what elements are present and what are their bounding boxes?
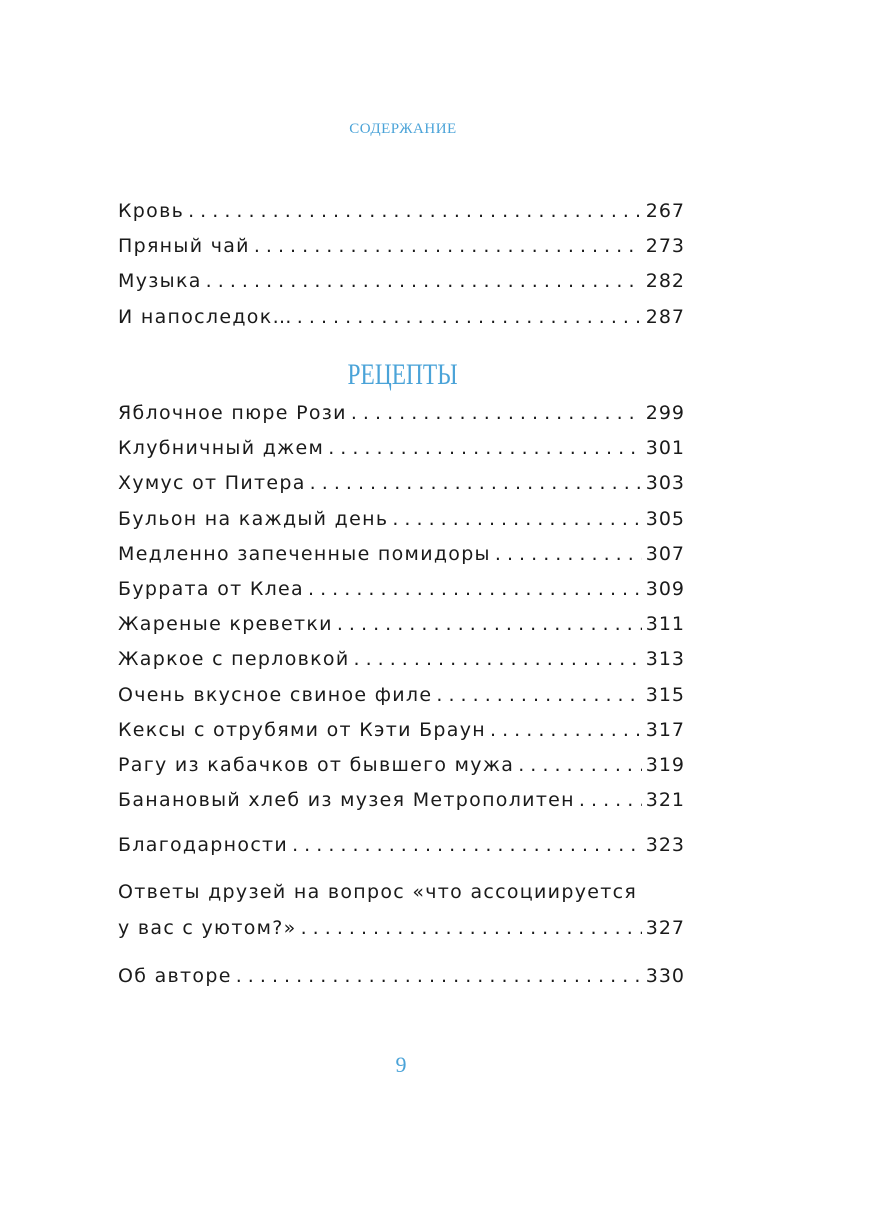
toc-entry-label-line-1: Ответы друзей на вопрос «что ассоциируется	[118, 881, 638, 904]
toc-entry-label: Банановый хлеб из музея Метрополитен	[118, 789, 575, 812]
toc-header: СОДЕРЖАНИЕ	[349, 121, 457, 137]
toc-entry[interactable]	[118, 508, 685, 543]
toc-entry-label: Жареные креветки	[118, 613, 333, 636]
toc-entry[interactable]	[118, 472, 685, 507]
toc-entry-label: И напоследок…	[118, 305, 293, 328]
toc-entry-page: 267	[645, 200, 685, 222]
dot-leader	[579, 789, 642, 811]
toc-entry-acknowledgements[interactable]	[118, 834, 685, 869]
dot-leader	[392, 508, 641, 530]
toc-entry-page: 319	[645, 753, 685, 776]
toc-entry-label: Благодарности	[118, 834, 289, 857]
toc-entry-page: 287	[645, 305, 685, 328]
toc-entry[interactable]	[118, 200, 685, 235]
recipes-section-title: РЕЦЕПТЫ	[347, 358, 458, 391]
toc-entry[interactable]	[118, 684, 685, 719]
toc-entry-label: Пряный чай	[118, 235, 250, 258]
dot-leader	[297, 306, 642, 328]
toc-recipes	[118, 402, 685, 1000]
toc-entry-page: 303	[645, 472, 685, 495]
toc-entry[interactable]	[118, 270, 685, 305]
toc-entry-page: 299	[645, 402, 685, 424]
toc-entry-page: 309	[645, 577, 685, 600]
toc-entry[interactable]	[118, 719, 685, 754]
toc-entry[interactable]	[118, 235, 685, 270]
spacer	[118, 953, 685, 965]
toc-entry-friends-answers[interactable]	[118, 881, 685, 952]
toc-entry-page: 307	[645, 542, 685, 565]
dot-leader	[254, 235, 642, 257]
toc-entry-page: 327	[645, 917, 685, 940]
toc-entry[interactable]	[118, 543, 685, 578]
toc-entry-line-2	[118, 917, 685, 952]
dot-leader	[308, 578, 642, 600]
toc-entry-label: Очень вкусное свиное филе	[118, 683, 433, 706]
page-number: 9	[395, 1052, 407, 1077]
toc-entry[interactable]	[118, 754, 685, 789]
dot-leader	[490, 719, 642, 741]
dot-leader	[353, 648, 641, 670]
toc-entry-label: Бульон на каждый день	[118, 507, 389, 530]
toc-entry-page: 330	[645, 964, 685, 987]
dot-leader	[351, 402, 642, 424]
toc-entry-page: 313	[645, 648, 685, 671]
toc-entry-about-author[interactable]	[118, 965, 685, 1000]
dot-leader	[206, 270, 642, 292]
toc-entry[interactable]	[118, 306, 685, 341]
dot-leader	[301, 917, 642, 939]
spacer	[118, 824, 685, 834]
dot-leader	[236, 965, 642, 987]
toc-entry-label: Об авторе	[118, 964, 232, 987]
toc-entry[interactable]	[118, 613, 685, 648]
dot-leader	[292, 834, 642, 856]
toc-entry-label: Хумус от Питера	[118, 472, 306, 495]
toc-entry-page: 315	[645, 683, 685, 706]
toc-entry-label: Клубничный джем	[118, 437, 325, 460]
toc-entry-page: 321	[645, 789, 685, 812]
toc-entry-label-line-2: у вас с уютом?»	[118, 917, 297, 940]
toc-entry-label: Кровь	[118, 200, 185, 222]
toc-entry-page: 323	[645, 834, 685, 857]
toc-entry[interactable]	[118, 648, 685, 683]
toc-entry-page: 282	[645, 270, 685, 293]
dot-leader	[337, 613, 642, 635]
toc-entry-page: 305	[645, 507, 685, 530]
toc-entry-label: Музыка	[118, 270, 202, 293]
toc-entry-page: 311	[645, 613, 685, 636]
dot-leader	[310, 472, 642, 494]
toc-part-1	[118, 200, 685, 341]
dot-leader	[188, 200, 642, 222]
toc-entry-label: Медленно запеченные помидоры	[118, 542, 491, 565]
toc-entry-page: 273	[645, 235, 685, 258]
toc-entry[interactable]	[118, 402, 685, 437]
spacer	[118, 869, 685, 881]
toc-entry[interactable]	[118, 789, 685, 824]
dot-leader	[328, 437, 642, 459]
dot-leader	[518, 754, 642, 776]
toc-entry-label: Буррата от Клеа	[118, 577, 304, 600]
toc-entry-label: Жаркое с перловкой	[118, 648, 350, 671]
toc-entry-label: Яблочное пюре Рози	[118, 402, 347, 424]
toc-entry-page: 317	[645, 718, 685, 741]
dot-leader	[495, 543, 642, 565]
toc-entry[interactable]	[118, 578, 685, 613]
toc-entry-page: 301	[645, 437, 685, 460]
toc-entry[interactable]	[118, 437, 685, 472]
toc-entry-label: Кексы с отрубями от Кэти Браун	[118, 718, 487, 741]
dot-leader	[436, 684, 641, 706]
toc-entry-label: Рагу из кабачков от бывшего мужа	[118, 753, 515, 776]
